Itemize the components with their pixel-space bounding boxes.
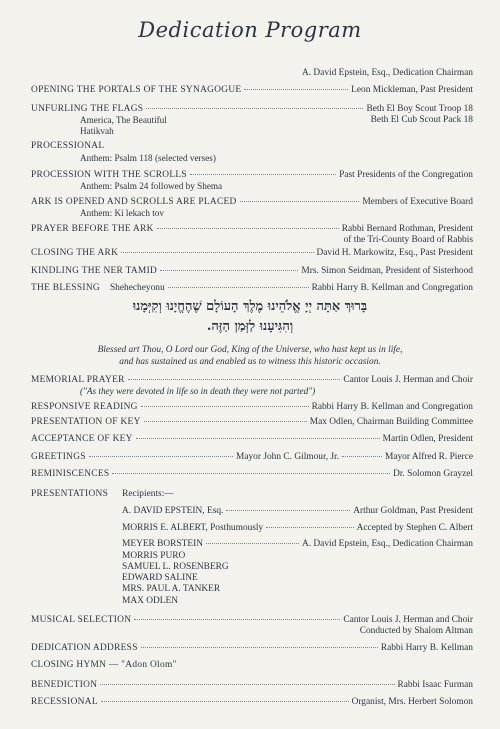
leader-dots — [240, 201, 360, 202]
leader-dots — [146, 108, 363, 109]
blessing-translation-2: and has sustained us and enabled us to witness this historic occasion. — [119, 357, 381, 367]
recipient-name: MORRIS PURO — [122, 551, 186, 561]
item-value: Rabbi Harry B. Kellman and Congregation — [311, 402, 473, 412]
program-item — [31, 248, 473, 259]
leader-dots — [141, 647, 378, 648]
item-sub: ("As they were devoted in life so in death they were not parted") — [80, 386, 316, 396]
program-item — [31, 266, 473, 277]
program-item — [31, 402, 473, 413]
recipient-name: MEYER BORSTEIN — [122, 539, 203, 549]
item-label: THE BLESSING — [31, 283, 100, 293]
program-item — [31, 104, 473, 115]
item-label: PRESENTATION OF KEY — [31, 417, 141, 427]
item-sub: Anthem: Psalm 24 followed by Shema — [80, 181, 223, 191]
program-item — [31, 469, 473, 480]
leader-dots — [101, 701, 349, 702]
program-item — [31, 452, 473, 463]
item-value: Beth El Boy Scout Troop 18 — [366, 104, 473, 114]
program-item — [31, 283, 473, 294]
item-value: Martin Odlen, President — [382, 434, 473, 444]
leader-dots — [244, 89, 348, 90]
item-label: DEDICATION ADDRESS — [31, 643, 138, 653]
item-label: ARK IS OPENED AND SCROLLS ARE PLACED — [31, 197, 237, 207]
hebrew-blessing-line-2: וְהִגִּיעָנוּ לַזְּמַן הַזֶּה. — [206, 319, 294, 334]
recipient-row — [122, 539, 473, 550]
item-middle: Mayor John C. Gilmour, Jr. — [235, 452, 339, 462]
item-value: Rabbi Harry B. Kellman — [380, 643, 473, 653]
item-value: Cantor Louis J. Herman and Choir — [343, 375, 473, 385]
item-value: Mrs. Simon Seidman, President of Sisterhood — [301, 266, 473, 276]
item-label: KINDLING THE NER TAMID — [31, 266, 158, 276]
presentations-heading — [31, 489, 473, 500]
item-value: Past Presidents of the Congregation — [339, 170, 473, 180]
item-value: David H. Markowitz, Esq., Past President — [316, 248, 473, 258]
recipient-row — [122, 523, 473, 534]
item-label: MUSICAL SELECTION — [31, 615, 132, 625]
recipient-name: SAMUEL L. ROSENBERG — [122, 562, 229, 572]
item-label: UNFURLING THE FLAGS — [31, 104, 144, 114]
page-title: Dedication Program — [138, 18, 362, 42]
blessing-translation-1: Blessed art Thou, O Lord our God, King of the Universe, who hast kept us in life, — [97, 345, 403, 355]
item-label: RESPONSIVE READING — [31, 402, 138, 412]
program-item — [31, 643, 473, 654]
item-value: Members of Executive Board — [362, 197, 473, 207]
item-label: BENEDICTION — [31, 680, 98, 690]
item-value: Max Odlen, Chairman Building Committee — [309, 417, 473, 427]
item-sub: Anthem: Psalm 118 (selected verses) — [80, 153, 216, 163]
leader-dots — [157, 228, 339, 229]
item-value: Mayor Alfred R. Pierce — [385, 452, 473, 462]
item-label: CLOSING THE ARK — [31, 248, 119, 258]
leader-dots — [206, 543, 299, 544]
item-label: REMINISCENCES — [31, 469, 110, 479]
leader-dots — [112, 473, 390, 474]
recipient-presenter: A. David Epstein, Esq., Dedication Chairman — [301, 539, 473, 549]
item-value: Rabbi Harry B. Kellman and Congregation — [311, 283, 473, 293]
recipient-name: MORRIS E. ALBERT, Posthumously — [122, 523, 264, 533]
item-sub: Anthem: Ki lekach tov — [80, 208, 164, 218]
item-label: OPENING THE PORTALS OF THE SYNAGOGUE — [31, 85, 242, 95]
program-item — [31, 141, 473, 152]
program-item — [31, 697, 473, 708]
recipient-name: MRS. PAUL A. TANKER — [122, 584, 221, 594]
leader-dots — [144, 421, 307, 422]
leader-dots — [266, 527, 353, 528]
leader-dots — [226, 510, 350, 511]
recipient-presenter: Accepted by Stephen C. Albert — [356, 523, 473, 533]
program-item — [31, 417, 473, 428]
item-value: Cantor Louis J. Herman and Choir — [343, 615, 473, 625]
item-label: ACCEPTANCE OF KEY — [31, 434, 133, 444]
item-label: PRAYER BEFORE THE ARK — [31, 224, 154, 234]
leader-dots — [89, 456, 233, 457]
recipient-name: MAX ODLEN — [122, 596, 178, 606]
program-item — [31, 85, 473, 96]
item-value: Rabbi Isaac Furman — [397, 680, 473, 690]
item-sub: Hatikvah — [80, 126, 114, 136]
item-sub: America, The Beautiful — [80, 115, 167, 125]
item-label-extra: Shehecheyonu — [109, 283, 165, 293]
item-sub-right: Conducted by Shalom Altman — [359, 626, 473, 636]
item-label: RECESSIONAL — [31, 697, 98, 707]
item-value: Dr. Solomon Grayzel — [393, 469, 473, 479]
program-item — [31, 615, 473, 626]
program-item — [31, 375, 473, 386]
leader-dots — [121, 252, 313, 253]
program-item — [31, 197, 473, 208]
leader-dots — [190, 174, 336, 175]
leader-dots — [160, 270, 298, 271]
item-value: Rabbi Bernard Rothman, President — [341, 224, 473, 234]
leader-dots — [342, 456, 382, 457]
leader-dots — [128, 379, 341, 380]
program-item — [31, 680, 473, 691]
item-label: GREETINGS — [31, 452, 86, 462]
chairman-line: A. David Epstein, Esq., Dedication Chairman — [301, 68, 473, 78]
leader-dots — [134, 619, 340, 620]
recipients-label: Recipients:— — [122, 489, 174, 499]
program-item — [31, 224, 473, 235]
item-sub-right: Beth El Cub Scout Pack 18 — [370, 115, 473, 125]
item-label: MEMORIAL PRAYER — [31, 375, 125, 385]
leader-dots — [136, 438, 380, 439]
program-item — [31, 170, 473, 181]
program-item — [31, 434, 473, 445]
leader-dots — [168, 287, 309, 288]
item-label: PRESENTATIONS — [31, 489, 109, 499]
item-label: PROCESSIONAL — [31, 141, 105, 151]
recipient-name: EDWARD SALINE — [122, 573, 198, 583]
program-item — [31, 660, 473, 671]
leader-dots — [100, 684, 394, 685]
hebrew-blessing-line-1: בָּרוּךְ אַתָּה יְיָ אֱלֹהֵינוּ מֶלֶךְ הָעוֹלָם שֶׁהֶחֱיָנוּ וְקִיְּמָנוּ — [132, 299, 368, 314]
item-label: CLOSING HYMN — "Adon Olom" — [31, 660, 177, 670]
recipient-row — [122, 506, 473, 517]
item-value: Organist, Mrs. Herbert Solomon — [351, 697, 473, 707]
item-sub-right: of the Tri-County Board of Rabbis — [343, 235, 473, 245]
recipient-name: A. DAVID EPSTEIN, Esq. — [122, 506, 224, 516]
item-label: PROCESSION WITH THE SCROLLS — [31, 170, 187, 180]
leader-dots — [141, 406, 309, 407]
item-value: Leon Mickleman, Past President — [351, 85, 473, 95]
recipient-presenter: Arthur Goldman, Past President — [353, 506, 473, 516]
